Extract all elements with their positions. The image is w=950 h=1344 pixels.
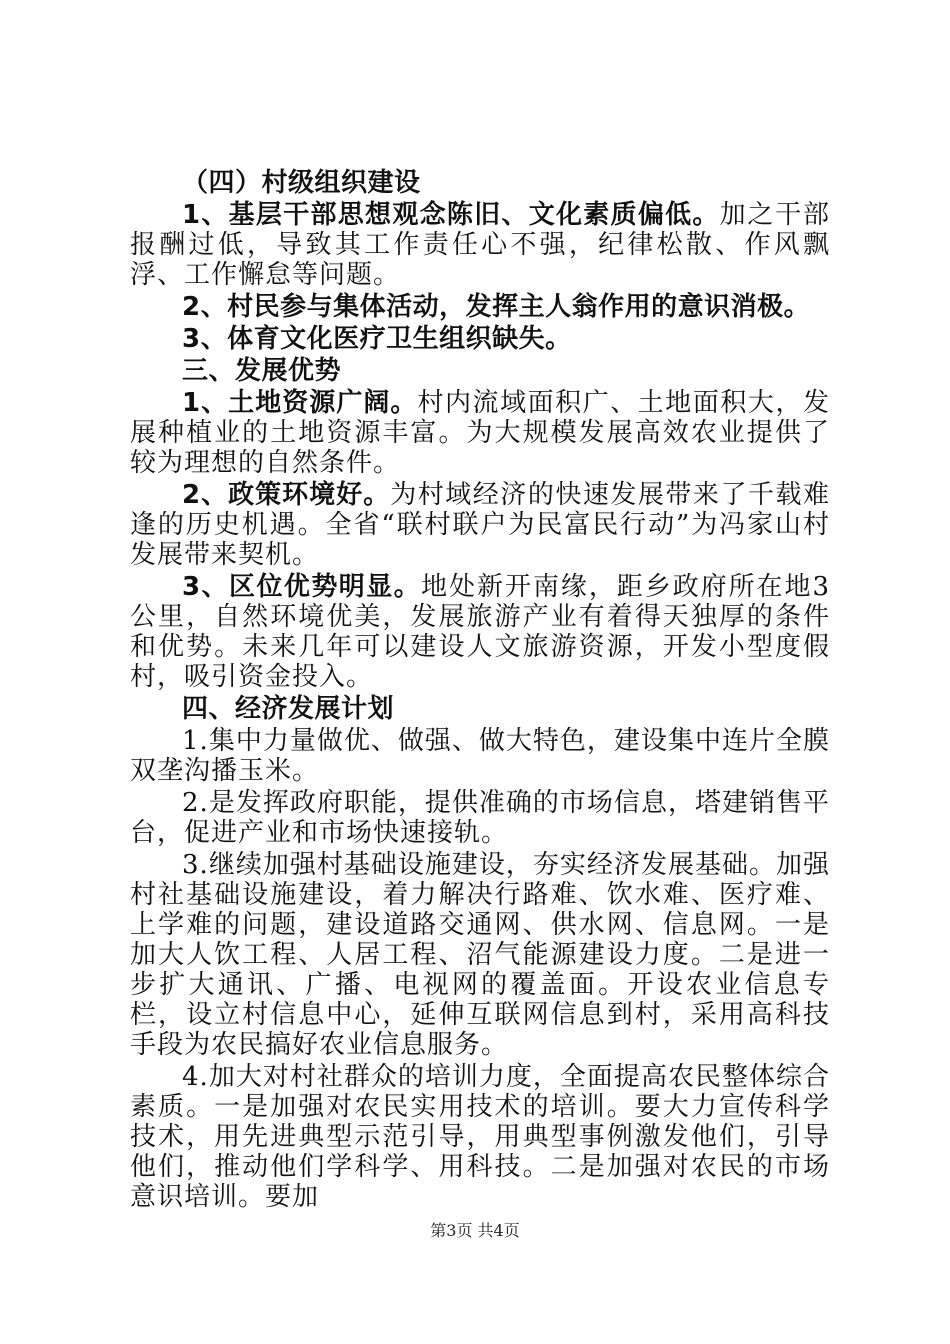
- paragraph-body: 为村域经济的快速发展带来了千载难逢的历史机遇。全省“联村联户为民富民行动”为冯家山村发展带来契机。: [130, 480, 830, 570]
- paragraph-advantage-2: [130, 480, 830, 570]
- paragraph-plan-1: 1.集中力量做优、做强、做大特色，建设集中连片全膜双垄沟播玉米。: [130, 726, 830, 786]
- paragraph-lead: 2、村民参与集体活动，发挥主人翁作用的意识消极。: [182, 292, 811, 322]
- paragraph-org-3: [130, 324, 830, 354]
- paragraph-body: 地处新开南缘，距乡政府所在地3公里，自然环境优美，发展旅游产业有着得天独厚的条件和优势。未来几年可以建设人文旅游资源，开发小型度假村，吸引资金投入。: [130, 572, 831, 692]
- paragraph-org-2: [130, 292, 830, 322]
- paragraph-plan-3: 3.继续加强村基础设施建设，夯实经济发展基础。加强村社基础设施建设，着力解决行路难、饮水难、医疗难、上学难的问题，建设道路交通网、供水网、信息网。一是加大人饮工程、人居工程、沼气能源建设力度。二是进一步扩大通讯、广播、电视网的覆盖面。开设农业信息专栏，设立村信息中心，延伸互联网信息到村，采用高科技手段为农民搞好农业信息服务。: [130, 850, 830, 1060]
- section-heading-village-organization: （四）村级组织建设: [182, 168, 421, 198]
- page-number-footer: 第3页 共4页: [430, 1221, 520, 1240]
- paragraph-lead: 3、区位优势明显。: [182, 572, 422, 602]
- paragraph-lead: 1、土地资源广阔。: [182, 388, 418, 418]
- paragraph-org-1: [130, 200, 830, 290]
- section-heading-advantages: 三、发展优势: [182, 356, 342, 386]
- paragraph-plan-2: 2.是发挥政府职能，提供准确的市场信息，塔建销售平台，促进产业和市场快速接轨。: [130, 788, 830, 848]
- paragraph-body: 加之干部报酬过低，导致其工作责任心不强，纪律松散、作风飘浮、工作懈怠等问题。: [130, 200, 830, 290]
- paragraph-lead: 1、基层干部思想观念陈旧、文化素质偏低。: [182, 200, 720, 230]
- section-heading-economic-plan: 四、经济发展计划: [182, 694, 395, 724]
- document-body: [130, 168, 830, 1214]
- paragraph-plan-4: 4.加大对村社群众的培训力度，全面提高农民整体综合素质。一是加强对农民实用技术的培训。要大力宣传科学技术，用先进典型示范引导，用典型事例激发他们，引导他们，推动他们学科学、用科技。二是加强对农民的市场意识培训。要加: [130, 1062, 830, 1212]
- paragraph-advantage-3: [130, 572, 830, 692]
- paragraph-advantage-1: [130, 388, 830, 478]
- paragraph-lead: 3、体育文化医疗卫生组织缺失。: [182, 324, 572, 354]
- paragraph-lead: 2、政策环境好。: [182, 480, 391, 510]
- paragraph-body: 村内流域面积广、土地面积大，发展种植业的土地资源丰富。为大规模发展高效农业提供了较为理想的自然条件。: [130, 388, 830, 478]
